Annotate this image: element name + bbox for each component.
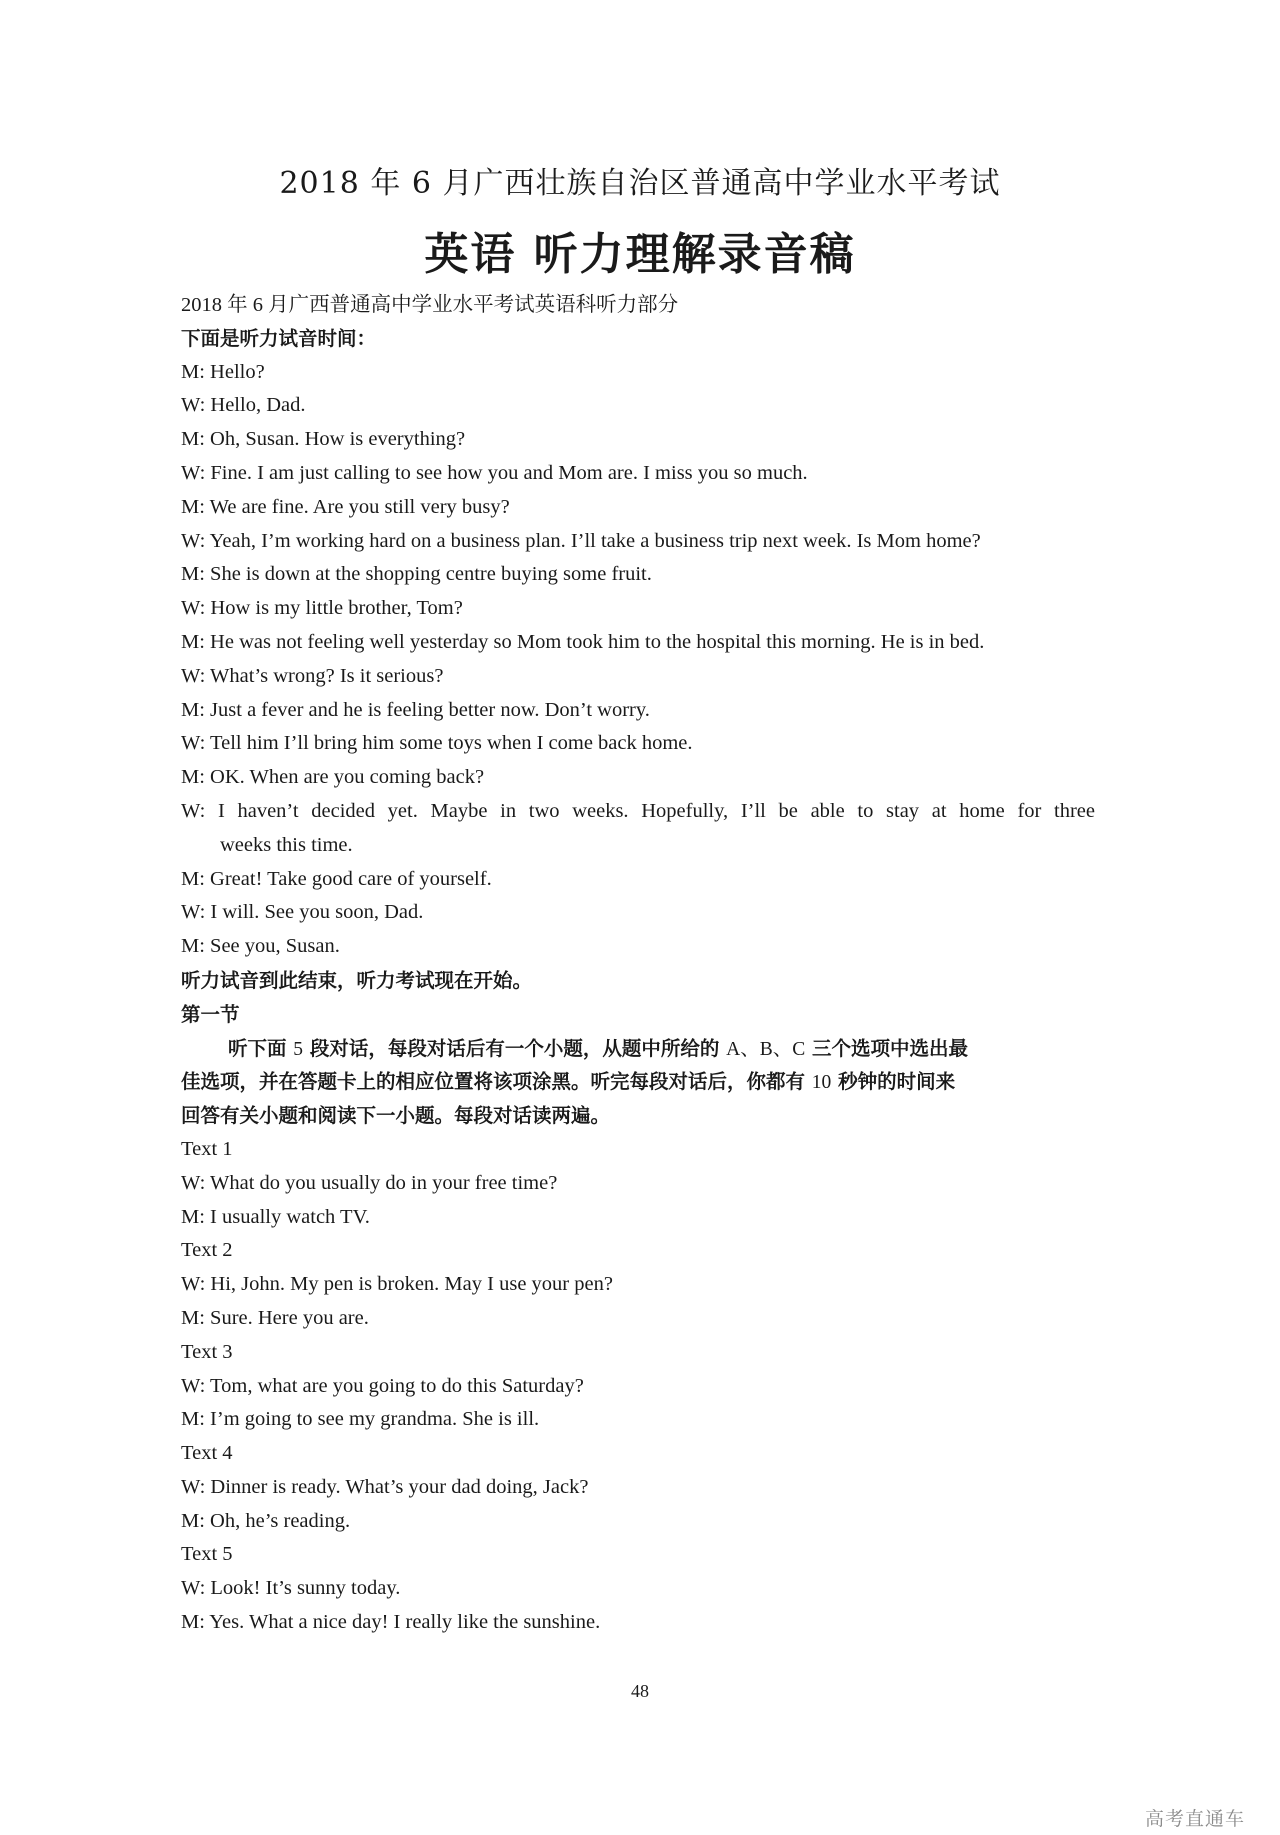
text-block	[181, 1133, 1095, 1234]
dialogue-line-long: W: I haven’t decided yet. Maybe in two weeks. Hopefully, I’ll be able to stay at home for three	[181, 799, 1095, 822]
text-block	[181, 1234, 1095, 1335]
page-number: 48	[631, 1681, 649, 1701]
text-block	[181, 1336, 1095, 1437]
text-block	[181, 1538, 1095, 1639]
text-label: Text 3	[181, 1340, 233, 1363]
dialogue-line: W: What do you usually do in your free time?	[181, 1171, 558, 1194]
dialogue-line: M: She is down at the shopping centre buying some fruit.	[181, 563, 652, 586]
dialogue-line: W: Hello, Dad.	[181, 394, 306, 417]
dialogue-line: M: Just a fever and he is feeling better now. Don’t worry.	[181, 698, 650, 721]
trial-dialogue	[181, 356, 1095, 964]
instructions-line-1: 听下面 5 段对话，每段对话后有一个小题，从题中所给的 A、B、C 三个选项中选出最	[228, 1036, 969, 1060]
dialogue-line: M: Oh, Susan. How is everything?	[181, 428, 466, 451]
instructions-line-2: 佳选项，并在答题卡上的相应位置将该项涂黑。听完每段对话后，你都有 10 秒钟的时间来	[181, 1070, 956, 1094]
text-label: Text 2	[181, 1239, 233, 1262]
document-title: 2018 年 6 月广西壮族自治区普通高中学业水平考试	[279, 166, 1001, 201]
document-subtitle: 英语 听力理解录音稿	[424, 229, 856, 280]
dialogue-line: W: What’s wrong? Is it serious?	[181, 664, 444, 687]
dialogue-line: W: Hi, John. My pen is broken. May I use your pen?	[181, 1273, 613, 1296]
section-heading: 第一节	[181, 1002, 240, 1026]
dialogue-line: M: I usually watch TV.	[181, 1205, 370, 1228]
dialogue-line: W: Dinner is ready. What’s your dad doing, Jack?	[181, 1475, 589, 1498]
watermark-text: 高考直通车	[1144, 1808, 1245, 1830]
dialogue-line: M: We are fine. Are you still very busy?	[181, 495, 510, 518]
dialogue-line: W: I will. See you soon, Dad.	[181, 901, 424, 924]
instructions-line-3: 回答有关小题和阅读下一小题。每段对话读两遍。	[181, 1104, 611, 1128]
dialogue-line: W: Tell him I’ll bring him some toys when I come back home.	[181, 732, 693, 755]
exam-name: 广西普通高中学业水平考试英语科听力部分	[288, 292, 679, 316]
dialogue-line: M: Oh, he’s reading.	[181, 1509, 351, 1532]
dialogue-line: M: Hello?	[181, 360, 265, 383]
dialogue-line: M: Great! Take good care of yourself.	[181, 867, 492, 890]
dialogue-line: M: See you, Susan.	[181, 935, 340, 958]
dialogue-line: W: How is my little brother, Tom?	[181, 597, 463, 620]
dialogue-line: W: Look! It’s sunny today.	[181, 1577, 401, 1600]
text-label: Text 5	[181, 1543, 233, 1566]
text-block	[181, 1437, 1095, 1538]
dialogue-line: W: Yeah, I’m working hard on a business plan. I’ll take a business trip next week. Is Mom home?	[181, 529, 981, 552]
dialogue-line-continuation: weeks this time.	[220, 833, 353, 856]
section-instructions	[181, 1032, 1095, 1133]
text-label: Text 1	[181, 1137, 233, 1160]
trial-end-notice: 听力试音到此结束，听力考试现在开始。	[181, 968, 533, 992]
trial-intro: 下面是听力试音时间：	[181, 326, 377, 350]
dialogue-line: M: OK. When are you coming back?	[181, 766, 485, 789]
dialogue-line: M: Sure. Here you are.	[181, 1306, 369, 1329]
dialogue-line: M: Yes. What a nice day! I really like the sunshine.	[181, 1611, 601, 1634]
text-label: Text 4	[181, 1442, 233, 1465]
dialogue-line: M: He was not feeling well yesterday so Mom took him to the hospital this morning. He is in bed.	[181, 630, 985, 653]
dialogue-line: W: Tom, what are you going to do this Saturday?	[181, 1374, 584, 1397]
exam-date: 2018 年 6 月	[181, 294, 289, 316]
dialogue-line: M: I’m going to see my grandma. She is ill.	[181, 1408, 540, 1431]
dialogue-line: W: Fine. I am just calling to see how you and Mom are. I miss you so much.	[181, 461, 808, 484]
document-body	[181, 288, 1095, 1640]
exam-description	[181, 288, 1095, 322]
